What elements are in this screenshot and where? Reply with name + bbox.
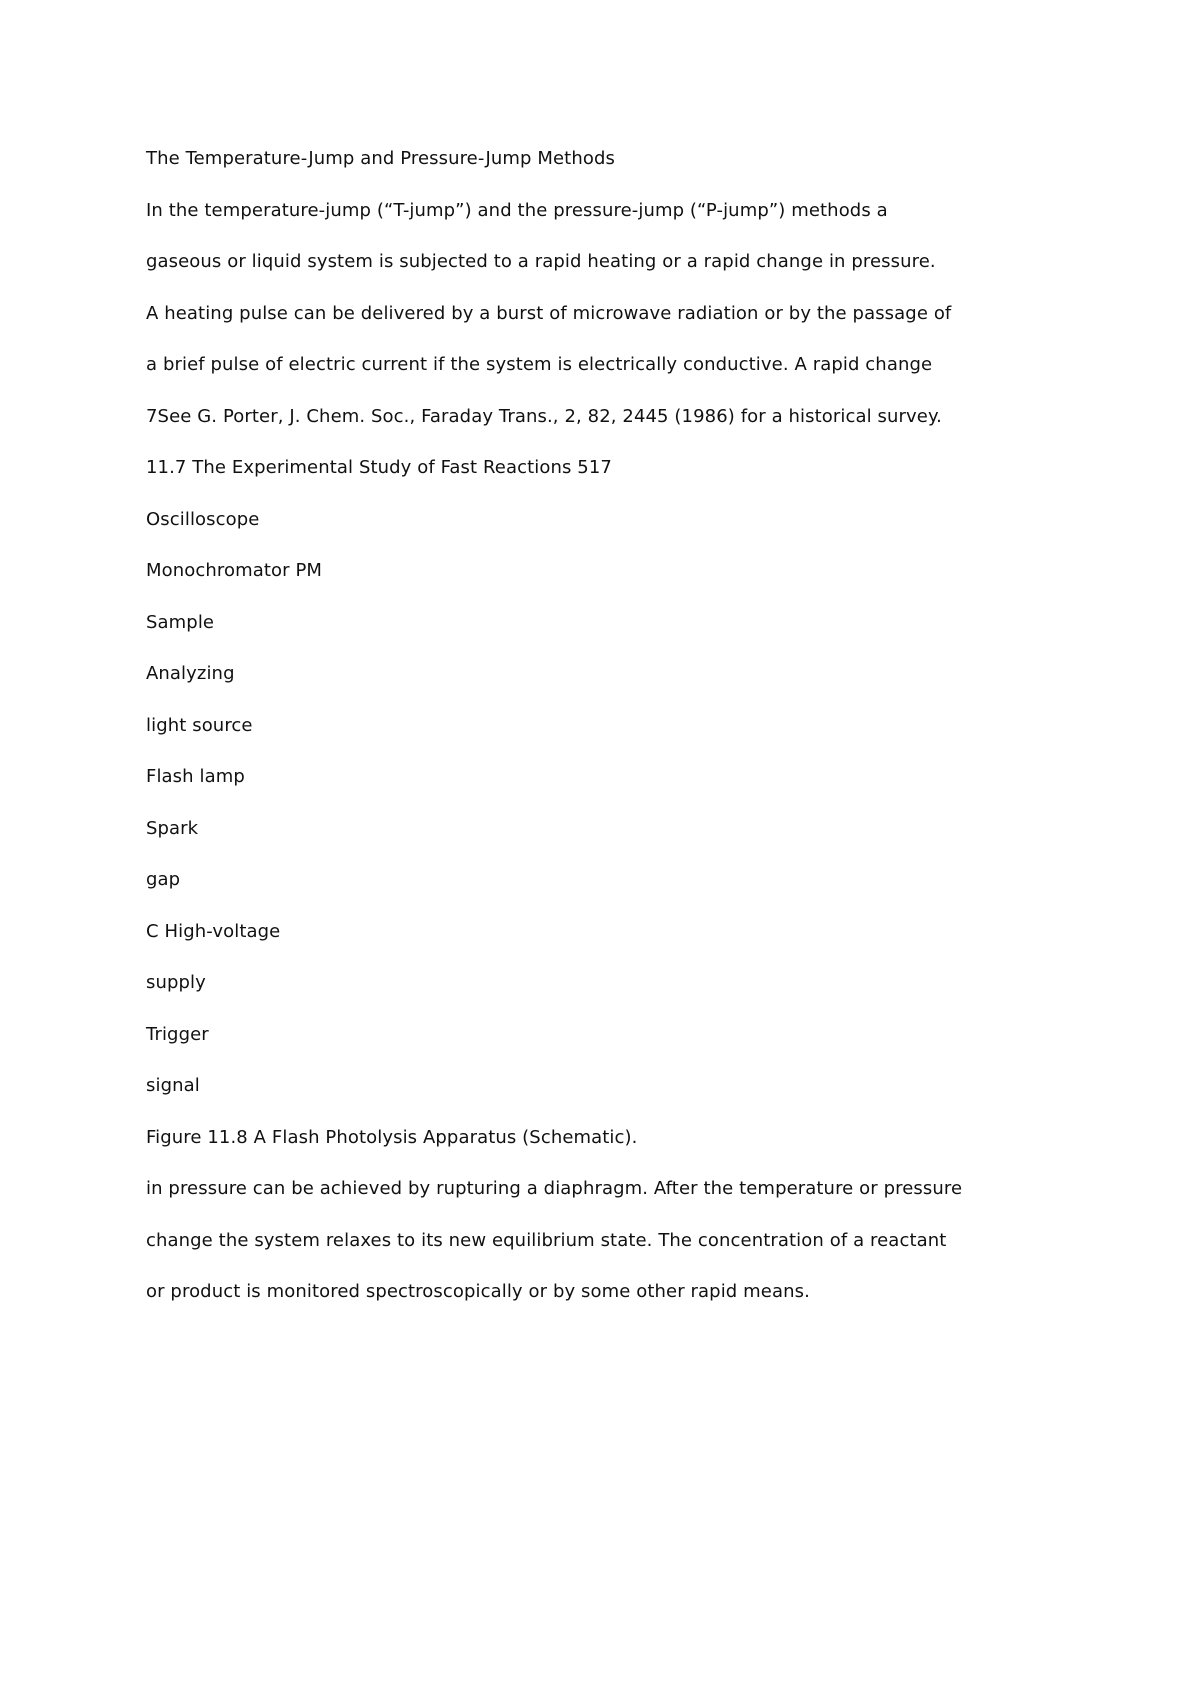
figure-label: signal xyxy=(146,1075,200,1096)
figure-label: C High-voltage xyxy=(146,920,281,942)
figure-label: Monochromator PM xyxy=(146,560,323,581)
figure-label: supply xyxy=(146,972,206,993)
text-line: In the temperature-jump (“T-jump”) and the pressure-jump (“P-jump”) methods a xyxy=(146,199,888,221)
running-header: 11.7 The Experimental Study of Fast Reactions 517 xyxy=(146,457,612,478)
figure-caption: Figure 11.8 A Flash Photolysis Apparatus (Schematic). xyxy=(146,1126,638,1148)
text-line: gaseous or liquid system is subjected to a rapid heating or a rapid change in pressure. xyxy=(146,251,936,272)
figure-label: gap xyxy=(146,869,181,890)
figure-label: Flash lamp xyxy=(146,766,245,787)
text-line: change the system relaxes to its new equilibrium state. The concentration of a reactant xyxy=(146,1229,947,1251)
figure-label: Sample xyxy=(146,611,215,633)
figure-label: Analyzing xyxy=(146,663,235,684)
figure-label: light source xyxy=(146,714,253,736)
figure-label: Oscilloscope xyxy=(146,508,260,530)
text-line: a brief pulse of electric current if the system is electrically conductive. A rapid change xyxy=(146,354,933,375)
text-line: A heating pulse can be delivered by a burst of microwave radiation or by the passage of xyxy=(146,302,952,324)
text-body xyxy=(146,144,1146,1329)
section-title: The Temperature-Jump and Pressure-Jump Methods xyxy=(146,148,615,169)
figure-label: Spark xyxy=(146,817,199,839)
footnote: 7See G. Porter, J. Chem. Soc., Faraday Trans., 2, 82, 2445 (1986) for a historical survey. xyxy=(146,405,942,427)
text-line: in pressure can be achieved by rupturing a diaphragm. After the temperature or pressure xyxy=(146,1178,963,1199)
text-line: or product is monitored spectroscopically or by some other rapid means. xyxy=(146,1281,810,1302)
figure-label: Trigger xyxy=(146,1023,209,1045)
